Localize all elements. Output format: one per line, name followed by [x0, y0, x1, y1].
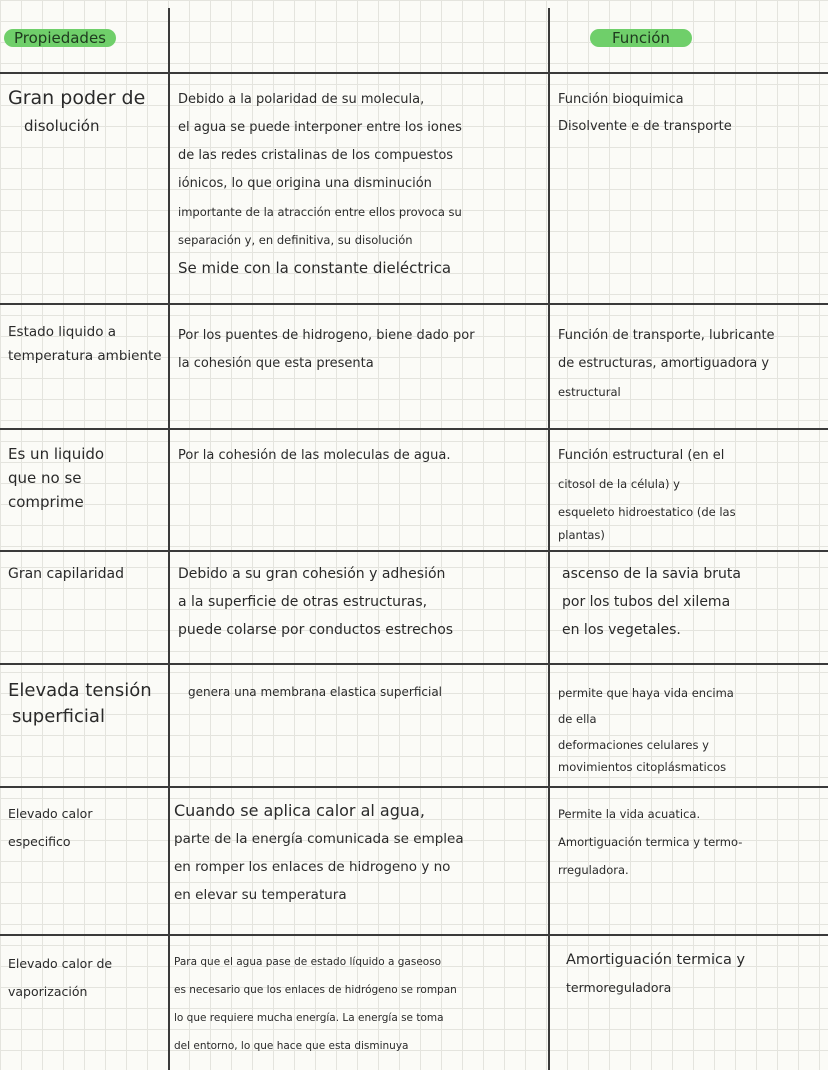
text-line: Amortiguación termica y termo-: [558, 835, 743, 849]
row-0-explicacion: [178, 86, 462, 282]
text-line: Elevado calor de: [8, 956, 113, 971]
text-line: Estado liquido a: [8, 324, 117, 340]
text-line: Permite la vida acuatica.: [558, 807, 701, 821]
row-0-funcion: [558, 86, 732, 140]
text-line: iónicos, lo que origina una disminución: [178, 176, 432, 191]
row-3-funcion: [562, 560, 741, 644]
text-line: que no se: [8, 469, 82, 487]
row-1-funcion: [558, 322, 775, 406]
text-line: Gran poder de: [8, 87, 146, 109]
text-line: es necesario que los enlaces de hidrógeno se rompan: [174, 984, 457, 996]
row-2-funcion: [558, 442, 736, 544]
text-line: parte de la energía comunicada se emplea: [174, 831, 464, 847]
text-line: Disolvente e de transporte: [558, 119, 732, 134]
header-divider: [0, 72, 828, 74]
text-line: Amortiguación termica y: [566, 952, 746, 968]
row-5-propiedad: [8, 800, 92, 856]
row-divider: [0, 663, 828, 665]
text-line: disolución: [24, 117, 100, 135]
row-6-explicacion: [174, 948, 457, 1060]
text-line: estructural: [558, 385, 621, 399]
text-line: rreguladora.: [558, 863, 629, 877]
row-divider: [0, 786, 828, 788]
row-divider: [0, 934, 828, 936]
column-divider-1: [168, 8, 170, 1070]
text-line: especifico: [8, 834, 71, 849]
row-3-explicacion: [178, 560, 453, 644]
text-line: de estructuras, amortiguadora y: [558, 356, 770, 371]
text-line: Función bioquimica: [558, 92, 684, 107]
text-line: esqueleto hidroestatico (de las: [558, 505, 736, 519]
text-line: temperatura ambiente: [8, 348, 162, 364]
row-6-funcion: [566, 946, 745, 1002]
text-line: la cohesión que esta presenta: [178, 356, 374, 371]
row-2-explicacion: [178, 442, 450, 470]
text-line: movimientos citoplásmaticos: [558, 760, 727, 774]
text-line: del entorno, lo que hace que esta disminuya: [174, 1040, 409, 1052]
text-line: lo que requiere mucha energía. La energía se toma: [174, 1012, 444, 1024]
text-line: termoreguladora: [566, 980, 672, 995]
text-line: superficial: [12, 706, 105, 727]
text-line: Elevado calor: [8, 806, 93, 821]
text-line: Se mide con la constante dieléctrica: [178, 259, 452, 277]
text-line: Debido a la polaridad de su molecula,: [178, 92, 425, 107]
text-line: de las redes cristalinas de los compuestos: [178, 148, 454, 163]
text-line: separación y, en definitiva, su disolución: [178, 233, 413, 247]
column-divider-2: [548, 8, 550, 1070]
text-line: genera una membrana elastica superficial: [188, 685, 443, 699]
text-line: por los tubos del xilema: [562, 594, 731, 610]
row-1-explicacion: [178, 322, 475, 378]
row-6-propiedad: [8, 950, 112, 1006]
header-propiedades: Propiedades: [4, 29, 116, 47]
text-line: Elevada tensión: [8, 680, 152, 701]
text-line: plantas): [558, 528, 605, 542]
text-line: citosol de la célula) y: [558, 477, 680, 491]
text-line: deformaciones celulares y: [558, 738, 709, 752]
row-4-propiedad: [8, 678, 152, 730]
row-2-propiedad: [8, 442, 104, 514]
text-line: a la superficie de otras estructuras,: [178, 594, 428, 610]
text-line: en romper los enlaces de hidrogeno y no: [174, 859, 451, 875]
text-line: Por la cohesión de las moleculas de agua.: [178, 448, 451, 463]
text-line: Para que el agua pase de estado líquido a gaseoso: [174, 956, 442, 968]
text-line: Debido a su gran cohesión y adhesión: [178, 566, 446, 582]
text-line: Gran capilaridad: [8, 566, 125, 582]
row-divider: [0, 428, 828, 430]
text-line: importante de la atracción entre ellos provoca su: [178, 205, 462, 219]
text-line: Función estructural (en el: [558, 448, 725, 463]
text-line: en los vegetales.: [562, 622, 681, 638]
row-divider: [0, 550, 828, 552]
text-line: Por los puentes de hidrogeno, biene dado por: [178, 328, 475, 343]
text-line: Función de transporte, lubricante: [558, 328, 775, 343]
text-line: comprime: [8, 493, 84, 511]
text-line: en elevar su temperatura: [174, 887, 347, 903]
row-4-explicacion: [188, 678, 442, 706]
text-line: puede colarse por conductos estrechos: [178, 622, 454, 638]
text-line: el agua se puede interponer entre los iones: [178, 120, 462, 135]
row-4-funcion: [558, 680, 734, 776]
row-5-explicacion: [174, 797, 464, 909]
text-line: permite que haya vida encima: [558, 686, 734, 700]
header-funcion: Función: [590, 29, 692, 47]
text-line: Es un liquido: [8, 445, 105, 463]
text-line: Cuando se aplica calor al agua,: [174, 801, 425, 820]
row-3-propiedad: [8, 562, 124, 586]
row-5-funcion: [558, 800, 742, 884]
row-1-propiedad: [8, 320, 162, 368]
text-line: ascenso de la savia bruta: [562, 566, 741, 582]
row-0-propiedad: [8, 84, 145, 140]
text-line: de ella: [558, 712, 597, 726]
row-divider: [0, 303, 828, 305]
text-line: vaporización: [8, 984, 88, 999]
